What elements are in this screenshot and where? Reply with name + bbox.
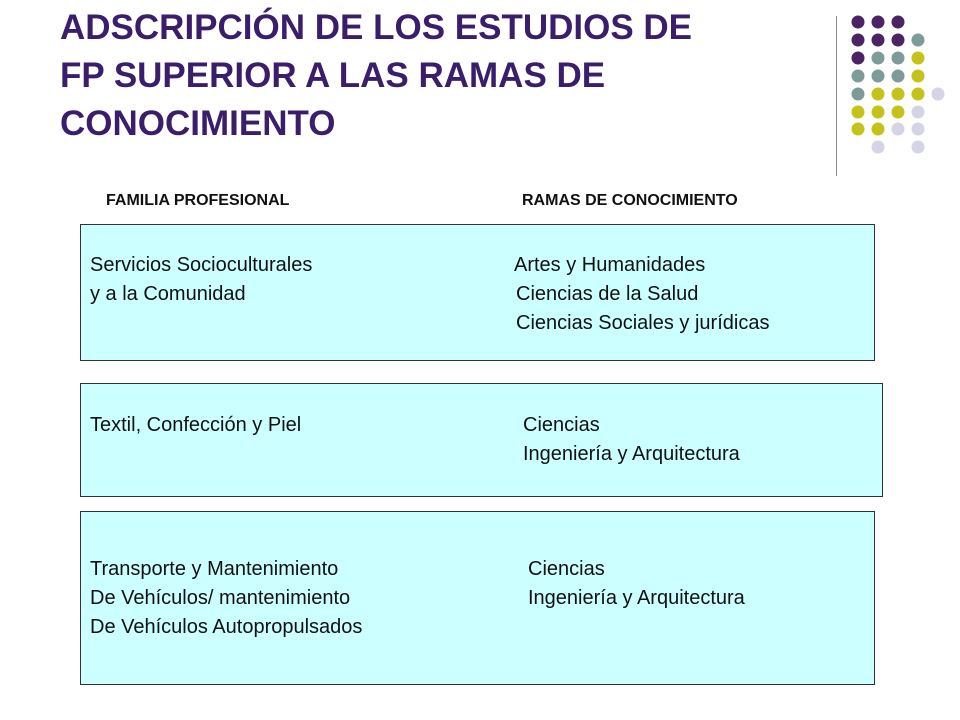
rama-line: Ciencias: [523, 414, 600, 436]
familia-line: De Vehículos/ mantenimiento: [90, 587, 351, 609]
decorative-dot: [872, 141, 885, 154]
decorative-dot: [872, 16, 885, 29]
familia-line: Transporte y Mantenimiento: [90, 558, 339, 580]
ramas-text: [514, 251, 769, 338]
decorative-dot: [852, 70, 865, 83]
decorative-dot: [912, 70, 925, 83]
ramas-text: [523, 411, 740, 469]
decorative-dot: [852, 123, 865, 136]
title-line: FP SUPERIOR A LAS RAMAS DE: [60, 56, 606, 95]
familia-box: [80, 511, 875, 685]
familia-text: [90, 411, 301, 440]
title-line: ADSCRIPCIÓN DE LOS ESTUDIOS DE: [60, 8, 693, 47]
decorative-dot: [872, 88, 885, 101]
rama-line: Ciencias de la Salud: [516, 283, 699, 305]
familia-line: De Vehículos Autopropulsados: [90, 616, 363, 638]
familia-line: Textil, Confección y Piel: [90, 414, 302, 436]
decorative-dot: [872, 123, 885, 136]
column-header-familia: FAMILIA PROFESIONAL: [106, 192, 290, 209]
decorative-dot: [892, 16, 905, 29]
familia-box: [80, 383, 883, 497]
decorative-dot: [872, 52, 885, 65]
decorative-dot: [912, 106, 925, 119]
familia-text: [90, 251, 312, 309]
decorative-dot: [892, 88, 905, 101]
decorative-dot: [872, 106, 885, 119]
rama-line: Ciencias: [528, 558, 605, 580]
column-header-ramas: RAMAS DE CONOCIMIENTO: [522, 192, 738, 209]
familia-box: [80, 224, 875, 361]
rama-line: Ingeniería y Arquitectura: [528, 587, 745, 609]
decorative-dot: [912, 141, 925, 154]
decorative-dot: [912, 123, 925, 136]
decorative-dot: [872, 34, 885, 47]
familia-line: y a la Comunidad: [90, 283, 246, 305]
decorative-dot: [852, 106, 865, 119]
decorative-dot: [852, 88, 865, 101]
decorative-dot: [912, 88, 925, 101]
title-line: CONOCIMIENTO: [60, 104, 336, 143]
decorative-dot: [852, 16, 865, 29]
familia-text: [90, 555, 362, 642]
title-divider-line: [836, 16, 837, 176]
decorative-dot: [892, 123, 905, 136]
decorative-dot: [852, 34, 865, 47]
rama-line: Ciencias Sociales y jurídicas: [516, 312, 770, 334]
ramas-text: [528, 555, 745, 613]
rama-line: Artes y Humanidades: [514, 254, 706, 276]
decorative-dot: [912, 52, 925, 65]
decorative-dot: [892, 106, 905, 119]
familia-line: Servicios Socioculturales: [90, 254, 313, 276]
decorative-dot: [892, 70, 905, 83]
decorative-dot: [932, 88, 945, 101]
slide-title: [60, 4, 820, 148]
decorative-dot: [872, 70, 885, 83]
decorative-dot: [892, 52, 905, 65]
decorative-dot: [852, 52, 865, 65]
decorative-dot: [912, 34, 925, 47]
rama-line: Ingeniería y Arquitectura: [523, 443, 740, 465]
decorative-dot: [892, 34, 905, 47]
